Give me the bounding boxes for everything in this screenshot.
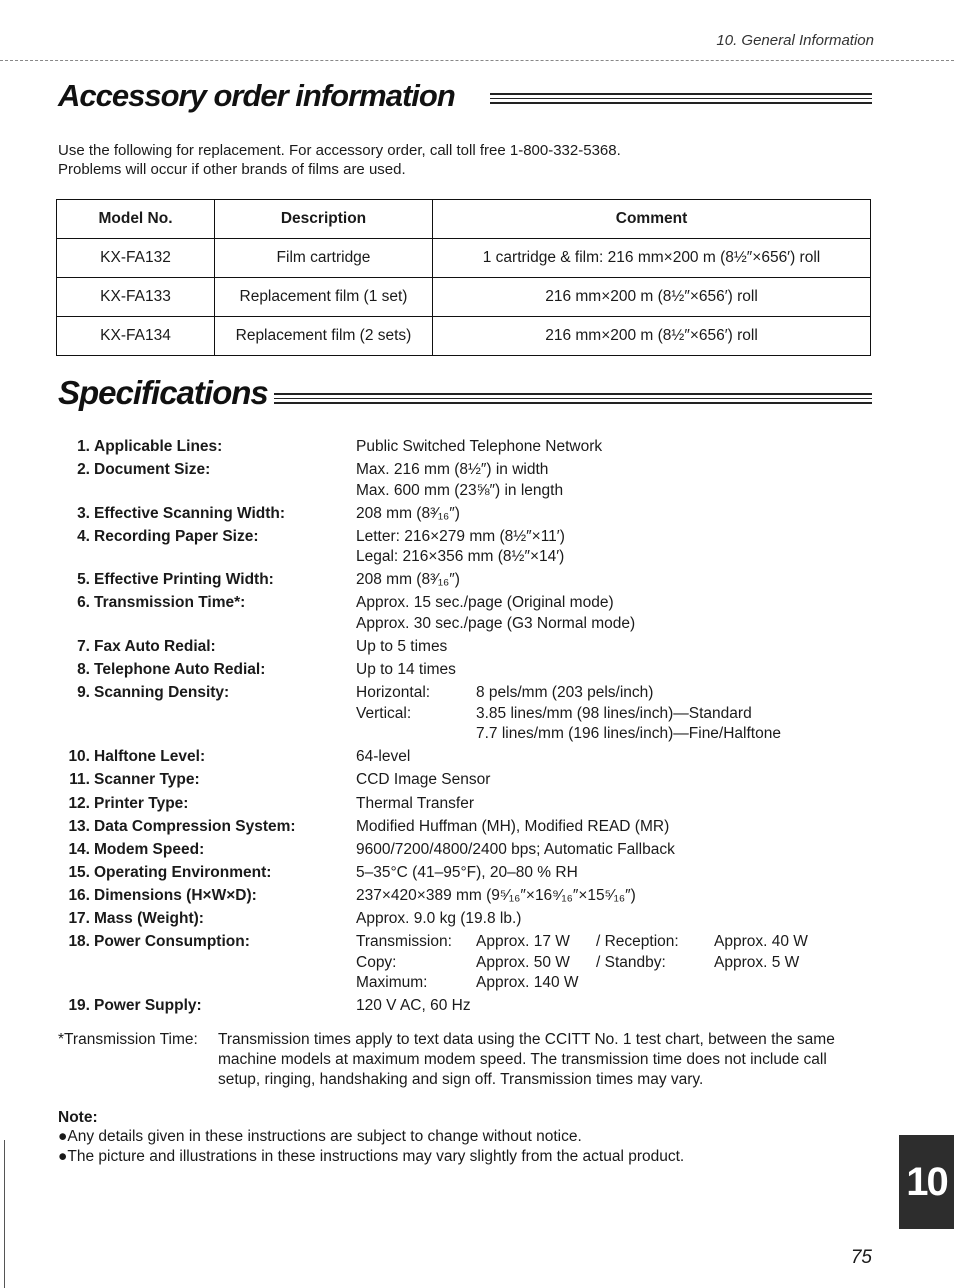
spec-value-line: Approx. 30 sec./page (G3 Normal mode) [356,614,636,632]
spec-value [356,527,878,568]
cell-model: KX-FA133 [57,278,215,317]
cell-description: Film cartridge [215,239,433,278]
section-header-label: 10. General Information [716,32,874,49]
cell-description: Replacement film (2 sets) [215,317,433,356]
spec-label: Printer Type: [94,794,189,812]
spec-label: Data Compression System: [94,817,296,835]
spec-item [58,996,878,1017]
spec-label: Fax Auto Redial: [94,638,216,656]
spec-value-line: Max. 600 mm (23⅝″) in length [356,481,564,499]
spec-value [356,747,878,768]
spec-value [356,637,878,658]
spec-item [58,570,878,591]
spec-item [58,770,878,791]
spec-value-line: Up to 5 times [356,638,448,656]
spec-number: 13. [68,817,90,835]
spec-value-line: 208 mm (8³⁄₁₆″) [356,504,460,522]
power-reception-value: Approx. 40 W [714,933,808,951]
density-horizontal-value: 8 pels/mm (203 pels/inch) [476,684,654,702]
spec-value [356,909,878,930]
spec-value-line: 64-level [356,748,411,766]
spec-label: Scanner Type: [94,771,200,789]
specifications-title-rules [274,393,872,407]
spec-label: Dimensions (H×W×D): [94,886,257,904]
density-vertical-value-2: 7.7 lines/mm (196 lines/inch)—Fine/Halftone [476,725,781,743]
spec-value [356,504,878,525]
note-item: ●The picture and illustrations in these instructions may vary slightly from the actual product. [58,1148,685,1165]
spec-number: 16. [68,886,90,904]
spec-item [58,886,878,907]
spec-value-line: Max. 216 mm (8½″) in width [356,461,549,479]
accessory-section-title: Accessory order information [58,78,455,113]
spec-value-line: 237×420×389 mm (9⁵⁄₁₆″×16⁹⁄₁₆″×15⁵⁄₁₆″) [356,886,636,904]
spec-value [356,863,878,884]
transmission-time-footnote [58,1030,858,1090]
spec-label: Mass (Weight): [94,910,204,927]
spec-item [58,460,878,501]
cell-model: KX-FA132 [57,239,215,278]
spec-label: Halftone Level: [94,748,206,766]
spec-value-line: Approx. 15 sec./page (Original mode) [356,594,614,612]
spec-value [356,817,878,838]
spec-item [58,660,878,681]
spec-value [356,593,878,634]
spec-item [58,794,878,815]
table-row [57,239,871,278]
table-row [57,317,871,356]
spec-item [58,840,878,861]
power-consumption-values [356,932,878,994]
spec-number: 5. [77,571,90,589]
spec-item [58,637,878,658]
spec-item [58,932,878,994]
density-horizontal-label: Horizontal: [356,684,431,702]
spec-number: 9. [77,684,90,702]
spec-value-line: 9600/7200/4800/2400 bps; Automatic Fallback [356,840,675,858]
spec-value-line: Approx. 9.0 kg (19.8 lb.) [356,910,522,927]
note-item: ●Any details given in these instructions are subject to change without notice. [58,1128,582,1145]
spec-number: 1. [77,438,90,455]
spec-number: 10. [68,748,90,766]
power-copy-label: Copy: [356,953,397,971]
cell-comment: 216 mm×200 m (8½″×656′) roll [433,317,871,356]
scanning-density-values [356,683,878,745]
spec-item [58,863,878,884]
spec-value-line: Up to 14 times [356,661,456,679]
spec-number: 7. [77,638,90,656]
spec-label: Power Supply: [94,997,202,1015]
spec-value-line: 208 mm (8³⁄₁₆″) [356,571,460,589]
specifications-section-title: Specifications [58,374,268,411]
spec-item [58,593,878,634]
spec-value [356,794,878,815]
spec-value-line: CCD Image Sensor [356,771,491,789]
spec-number: 17. [68,910,90,927]
header-rule [0,60,954,61]
spec-number: 15. [68,863,90,881]
spec-value [356,660,878,681]
spec-value [356,437,878,458]
spec-label: Scanning Density: [94,684,230,702]
spec-number: 14. [68,840,90,858]
spec-label: Operating Environment: [94,863,272,881]
spec-number: 3. [77,504,90,522]
spec-value-line: 120 V AC, 60 Hz [356,997,471,1015]
power-maximum-value: Approx. 140 W [476,974,579,992]
spec-number: 19. [68,997,90,1015]
spec-item [58,817,878,838]
spec-item [58,437,878,458]
spec-label: Applicable Lines: [94,438,223,455]
spec-item [58,909,878,930]
power-copy-value: Approx. 50 W [476,953,570,971]
cell-comment: 1 cartridge & film: 216 mm×200 m (8½″×656′) roll [433,239,871,278]
spec-label: Telephone Auto Redial: [94,661,266,679]
cell-model: KX-FA134 [57,317,215,356]
footnote-label: *Transmission Time: [58,1031,198,1048]
spec-value [356,460,878,501]
spec-number: 12. [68,794,90,812]
intro-line-1: Use the following for replacement. For accessory order, call toll free 1-800-332-5368. [58,142,621,159]
col-header-comment: Comment [433,200,871,239]
accessory-title-rules [490,93,872,107]
spec-label: Effective Scanning Width: [94,504,286,522]
spec-value [356,996,878,1017]
spec-value-line: Letter: 216×279 mm (8½″×11′) [356,527,565,545]
density-vertical-label: Vertical: [356,704,412,722]
spec-number: 18. [68,933,90,951]
cell-description: Replacement film (1 set) [215,278,433,317]
scan-edge-line [4,1140,5,1288]
power-transmission-label: Transmission: [356,933,452,951]
spec-value-line: Public Switched Telephone Network [356,438,603,455]
spec-value-line: 5–35°C (41–95°F), 20–80 % RH [356,863,578,881]
spec-label: Power Consumption: [94,933,250,951]
table-row [57,278,871,317]
spec-label: Effective Printing Width: [94,571,274,589]
spec-value [356,886,878,907]
power-transmission-value: Approx. 17 W [476,933,570,951]
spec-item [58,747,878,768]
spec-label: Document Size: [94,461,211,479]
footnote-text: Transmission times apply to text data using the CCITT No. 1 test chart, between the same machine models at maximum modem speed. The transmission time does not include call setup, ringing, handshaking and sign off. Transmission times may vary. [218,1031,835,1088]
accessory-intro [58,141,858,179]
note-list [58,1127,684,1167]
note-title: Note: [58,1109,98,1126]
spec-value-line: Modified Huffman (MH), Modified READ (MR) [356,817,670,835]
spec-number: 2. [77,461,90,479]
power-maximum-label: Maximum: [356,974,428,992]
spec-label: Transmission Time*: [94,594,246,612]
spec-label: Recording Paper Size: [94,527,259,545]
col-header-model: Model No. [57,200,215,239]
chapter-tab: 10 [899,1135,954,1229]
spec-value-line: Thermal Transfer [356,794,475,812]
table-header-row [57,200,871,239]
accessory-table [56,199,871,356]
spec-number: 4. [77,527,90,545]
density-vertical-value-1: 3.85 lines/mm (98 lines/inch)—Standard [476,704,752,722]
spec-value [356,570,878,591]
spec-item [58,683,878,745]
spec-item [58,504,878,525]
spec-value-line: Legal: 216×356 mm (8½″×14′) [356,548,565,566]
col-header-description: Description [215,200,433,239]
power-standby-value: Approx. 5 W [714,953,800,971]
spec-number: 8. [77,661,90,679]
spec-number: 6. [77,594,90,612]
specifications-list [58,437,878,1019]
spec-value [356,770,878,791]
intro-line-2: Problems will occur if other brands of films are used. [58,161,406,178]
spec-value [356,840,878,861]
spec-label: Modem Speed: [94,840,205,858]
power-standby-label: / Standby: [596,953,666,971]
power-reception-label: / Reception: [596,933,679,951]
page-number: 75 [850,1247,872,1268]
spec-number: 11. [69,771,90,789]
spec-item [58,527,878,568]
cell-comment: 216 mm×200 m (8½″×656′) roll [433,278,871,317]
